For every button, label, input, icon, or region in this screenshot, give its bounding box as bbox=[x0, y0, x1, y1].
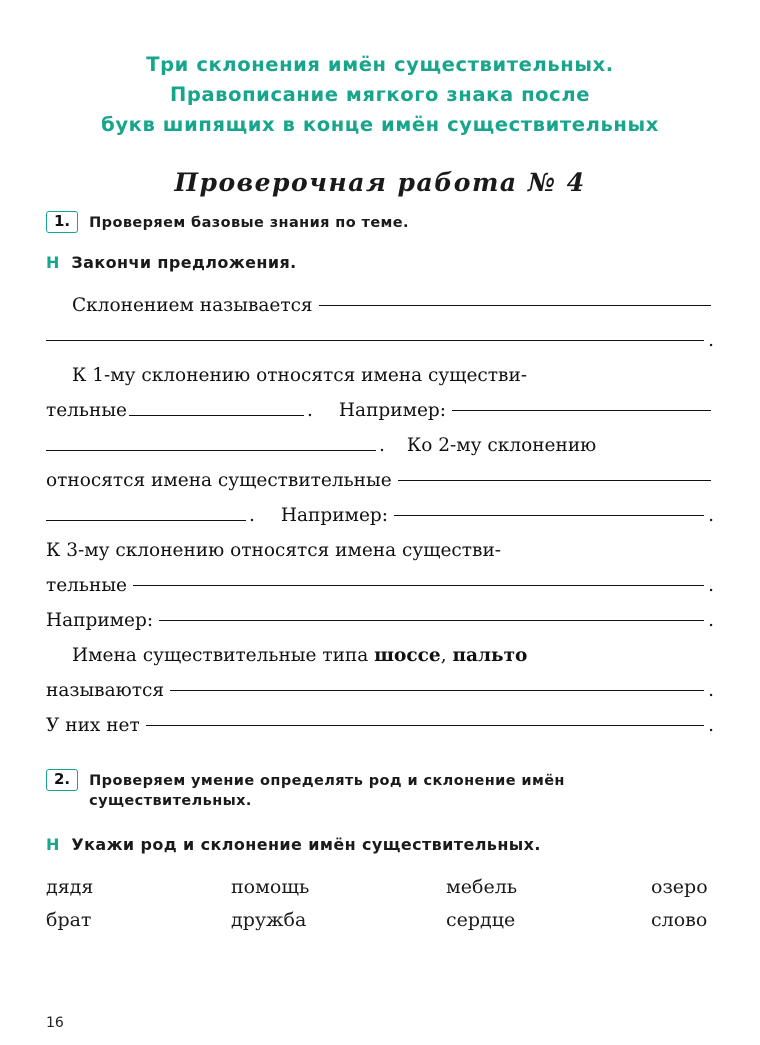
sentence-5-cont: называются bbox=[46, 680, 164, 701]
word-cell[interactable]: брат bbox=[46, 909, 92, 931]
task-2-header bbox=[46, 769, 714, 811]
period: . bbox=[708, 505, 714, 526]
sentence-4-line-1 bbox=[46, 533, 714, 568]
period: . bbox=[708, 610, 714, 631]
page-number: 16 bbox=[46, 1015, 64, 1031]
topic-line-3: букв шипящих в конце имён существительных bbox=[101, 113, 659, 136]
period: . bbox=[307, 400, 313, 421]
sentence-4-start: К 3-му склонению относятся имена существи- bbox=[46, 540, 502, 561]
table-row bbox=[46, 872, 714, 905]
task-1-description: Проверяем базовые знания по теме. bbox=[89, 215, 409, 231]
word-palto: пальто bbox=[452, 645, 528, 666]
blank-line[interactable] bbox=[170, 690, 704, 691]
sentence-2-cont: тельные bbox=[46, 400, 128, 421]
blank-line[interactable] bbox=[46, 520, 246, 521]
example-label-3: Например: bbox=[46, 610, 154, 631]
blank-line[interactable] bbox=[394, 515, 704, 516]
sentence-4-cont: тельные bbox=[46, 575, 128, 596]
word-cell[interactable]: сердце bbox=[446, 909, 516, 931]
answer-line-1[interactable] bbox=[46, 288, 714, 323]
answer-line-9[interactable] bbox=[46, 673, 714, 708]
word-cell[interactable]: дядя bbox=[46, 876, 94, 898]
period: . bbox=[708, 715, 714, 736]
task-1-header bbox=[46, 211, 714, 233]
period: . bbox=[379, 435, 385, 456]
table-row bbox=[46, 905, 714, 938]
blank-line[interactable] bbox=[46, 340, 704, 341]
answer-line-6[interactable] bbox=[46, 498, 714, 533]
blank-line[interactable] bbox=[319, 305, 711, 306]
topic-line-1: Три склонения имён существительных. bbox=[146, 53, 614, 76]
answer-line-5[interactable] bbox=[46, 463, 714, 498]
answer-line-7[interactable] bbox=[46, 568, 714, 603]
period: . bbox=[708, 575, 714, 596]
example-label-1: Например: bbox=[338, 400, 446, 421]
word-cell[interactable]: дружба bbox=[231, 909, 307, 931]
sentence-2-start: К 1-му склонению относятся имена существи- bbox=[72, 365, 528, 386]
comma: , bbox=[440, 645, 447, 666]
work-title: Проверочная работа № 4 bbox=[174, 168, 586, 197]
task-1-marker: Н bbox=[46, 253, 60, 272]
example-label-2: Например: bbox=[280, 505, 388, 526]
task-1-instruction bbox=[46, 253, 714, 272]
task-2-marker: Н bbox=[46, 835, 60, 854]
sentence-3-cont: относятся имена существительные bbox=[46, 470, 392, 491]
word-grid bbox=[46, 872, 714, 938]
period: . bbox=[708, 680, 714, 701]
sentence-2-line-1 bbox=[46, 358, 714, 393]
period: . bbox=[249, 505, 255, 526]
period: . bbox=[708, 330, 714, 351]
sentence-5-start: Имена существительные типа bbox=[72, 645, 369, 666]
task-1-instruction-text: Закончи предложения. bbox=[71, 253, 297, 272]
task-2-instruction bbox=[46, 835, 714, 854]
word-shosse: шоссе bbox=[374, 645, 441, 666]
word-cell[interactable]: мебель bbox=[446, 876, 518, 898]
answer-line-8[interactable] bbox=[46, 603, 714, 638]
task-1-number: 1. bbox=[46, 211, 78, 233]
sentence-1-start: Склонением называется bbox=[72, 295, 313, 316]
word-cell[interactable]: озеро bbox=[651, 876, 708, 898]
task-2-instruction-text: Укажи род и склонение имён существительных. bbox=[71, 835, 541, 854]
answer-line-4[interactable] bbox=[46, 428, 714, 463]
sentence-3-start: Ко 2-му склонению bbox=[406, 435, 597, 456]
sentence-5-line-1 bbox=[46, 638, 714, 673]
blank-line[interactable] bbox=[398, 480, 711, 481]
answer-line-10[interactable] bbox=[46, 708, 714, 743]
topic-line-2: Правописание мягкого знака после bbox=[169, 83, 591, 106]
blank-line[interactable] bbox=[133, 585, 704, 586]
task-2-description: Проверяем умение определять род и склонение имён существительных. bbox=[89, 773, 565, 809]
blank-line[interactable] bbox=[159, 620, 704, 621]
word-cell[interactable]: слово bbox=[651, 909, 708, 931]
sentence-6: У них нет bbox=[46, 715, 140, 736]
blank-line[interactable] bbox=[146, 725, 704, 726]
task-2-number: 2. bbox=[46, 769, 78, 791]
blank-line[interactable] bbox=[129, 415, 304, 416]
answer-line-3[interactable] bbox=[46, 393, 714, 428]
answer-line-2[interactable] bbox=[46, 323, 714, 358]
blank-line[interactable] bbox=[46, 450, 376, 451]
topic-heading bbox=[46, 50, 714, 140]
task-1-body bbox=[46, 288, 714, 743]
blank-line[interactable] bbox=[452, 410, 711, 411]
word-cell[interactable]: помощь bbox=[231, 876, 310, 898]
